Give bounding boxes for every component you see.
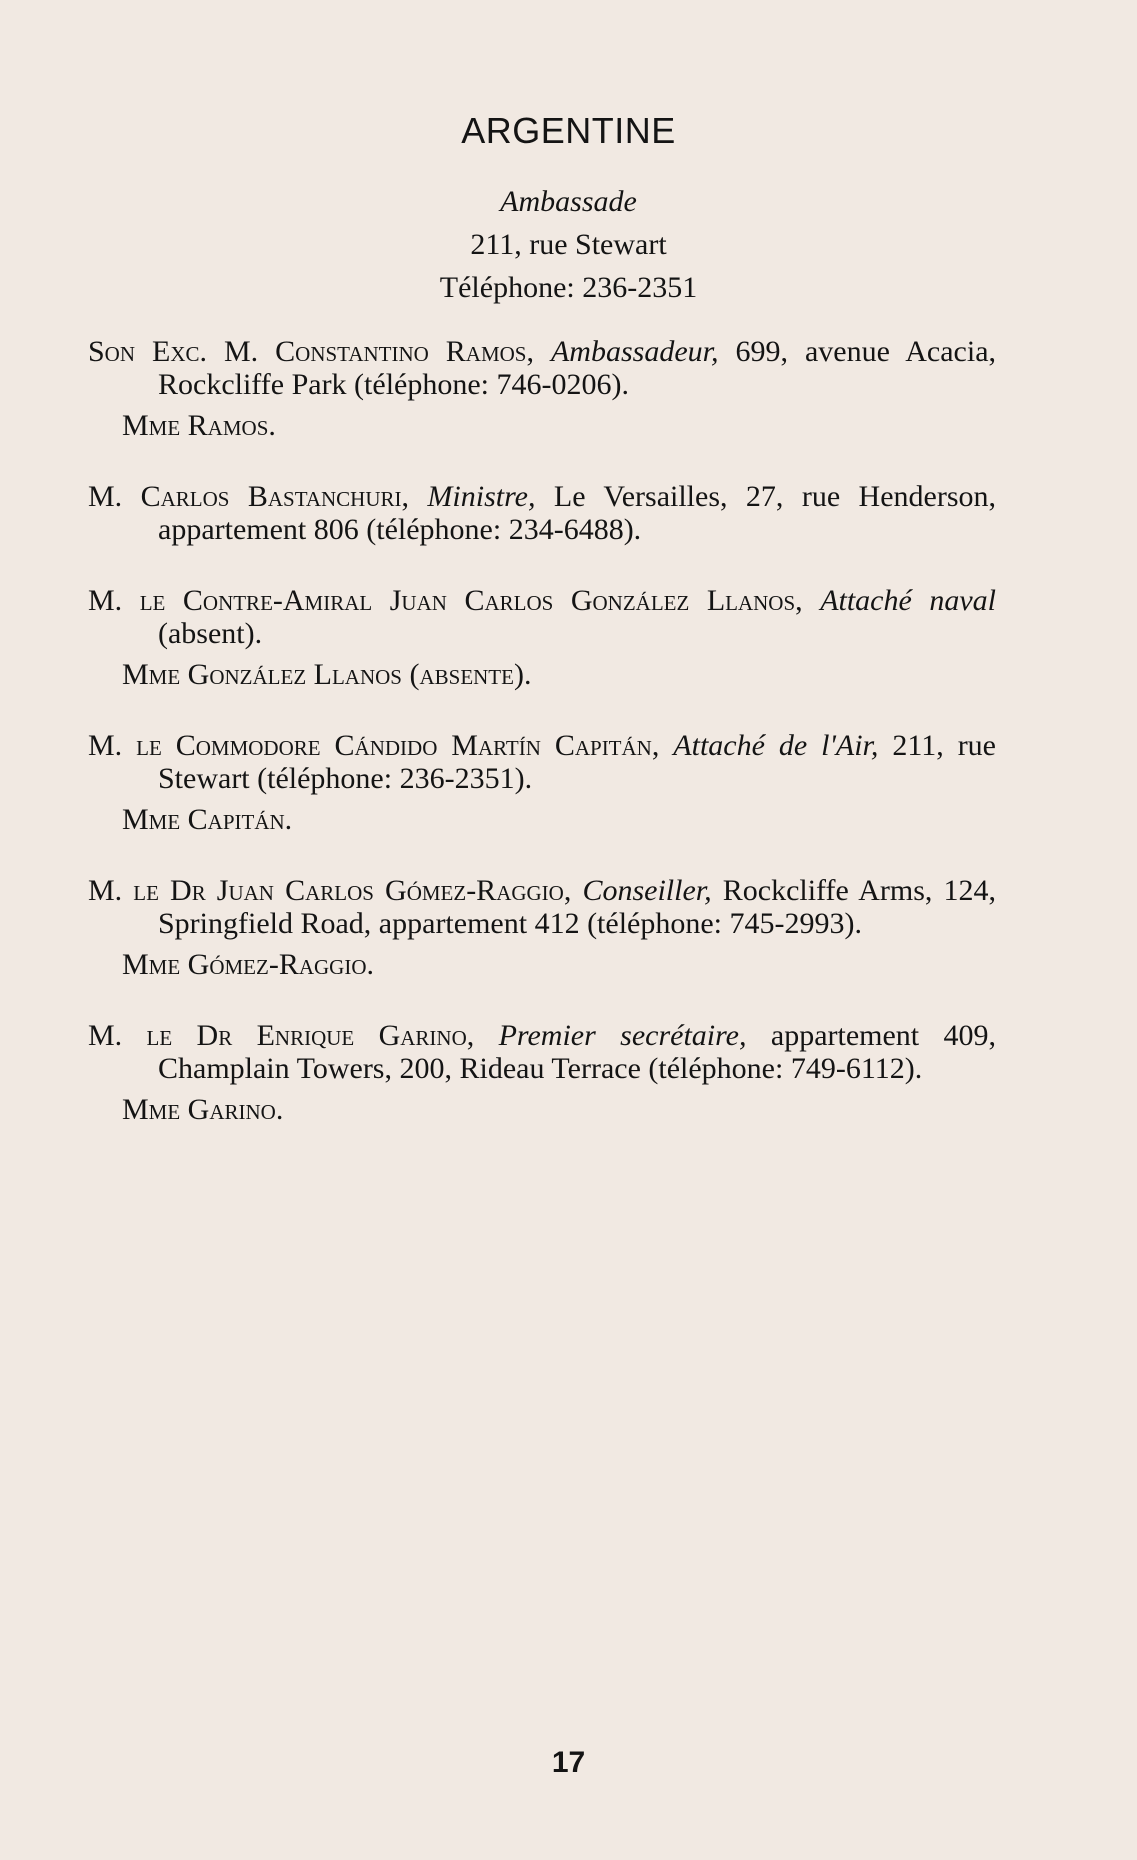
staff-details: appartement 409, Champlain Towers, 200, Rideau Terrace (téléphone: 749-6112). bbox=[158, 1019, 996, 1085]
staff-entry bbox=[88, 729, 996, 836]
staff-details: 699, avenue Acacia, Rockcliffe Park (téléphone: 746-0206). bbox=[158, 335, 997, 401]
staff-spouse: Mme González Llanos (absente). bbox=[122, 658, 532, 691]
staff-title: Ministre, bbox=[427, 480, 536, 513]
staff-entry-text bbox=[88, 480, 996, 546]
staff-details: (absent). bbox=[158, 617, 263, 650]
embassy-label: Ambassade bbox=[500, 185, 637, 218]
page-number: 17 bbox=[551, 1746, 586, 1779]
staff-details: Le Versailles, 27, rue Henderson, appartement 806 (téléphone: 234-6488). bbox=[158, 480, 996, 546]
staff-entry bbox=[88, 874, 996, 981]
staff-title: Attaché de l'Air, bbox=[673, 729, 879, 762]
embassy-address: 211, rue Stewart bbox=[470, 228, 667, 261]
staff-entry-text bbox=[88, 874, 996, 940]
staff-entry-text bbox=[88, 729, 996, 795]
staff-entry-text bbox=[88, 1019, 996, 1085]
staff-details: 211, rue Stewart (téléphone: 236-2351). bbox=[158, 729, 997, 795]
staff-spouse: Mme Ramos. bbox=[122, 409, 276, 442]
staff-entry bbox=[88, 584, 996, 691]
staff-details: Rockcliffe Arms, 124, Springfield Road, appartement 412 (téléphone: 745-2993). bbox=[158, 874, 997, 940]
staff-name: M. le Dr Enrique Garino, bbox=[88, 1019, 475, 1052]
staff-spouse: Mme Capitán. bbox=[122, 803, 293, 836]
staff-name: M. le Contre-Amiral Juan Carlos González Llanos, bbox=[88, 584, 803, 617]
staff-title: Premier secrétaire, bbox=[498, 1019, 747, 1052]
staff-list bbox=[88, 335, 996, 1164]
staff-entry bbox=[88, 480, 996, 546]
staff-title: Conseiller, bbox=[582, 874, 712, 907]
staff-title: Ambassadeur, bbox=[550, 335, 719, 368]
staff-entry bbox=[88, 1019, 996, 1126]
staff-entry-text bbox=[88, 584, 996, 650]
staff-name: Son Exc. M. Constantino Ramos, bbox=[88, 335, 534, 368]
staff-spouse: Mme Garino. bbox=[122, 1093, 284, 1126]
embassy-telephone: Téléphone: 236-2351 bbox=[439, 271, 698, 304]
country-heading: ARGENTINE bbox=[461, 110, 676, 151]
staff-entry-text bbox=[88, 335, 996, 401]
staff-entry bbox=[88, 335, 996, 442]
staff-name: M. le Commodore Cándido Martín Capitán, bbox=[88, 729, 660, 762]
staff-spouse: Mme Gómez-Raggio. bbox=[122, 948, 374, 981]
staff-name: M. le Dr Juan Carlos Gómez-Raggio, bbox=[88, 874, 572, 907]
staff-name: M. Carlos Bastanchuri, bbox=[88, 480, 410, 513]
staff-title: Attaché naval bbox=[820, 584, 996, 617]
embassy-address-block bbox=[0, 180, 1137, 309]
